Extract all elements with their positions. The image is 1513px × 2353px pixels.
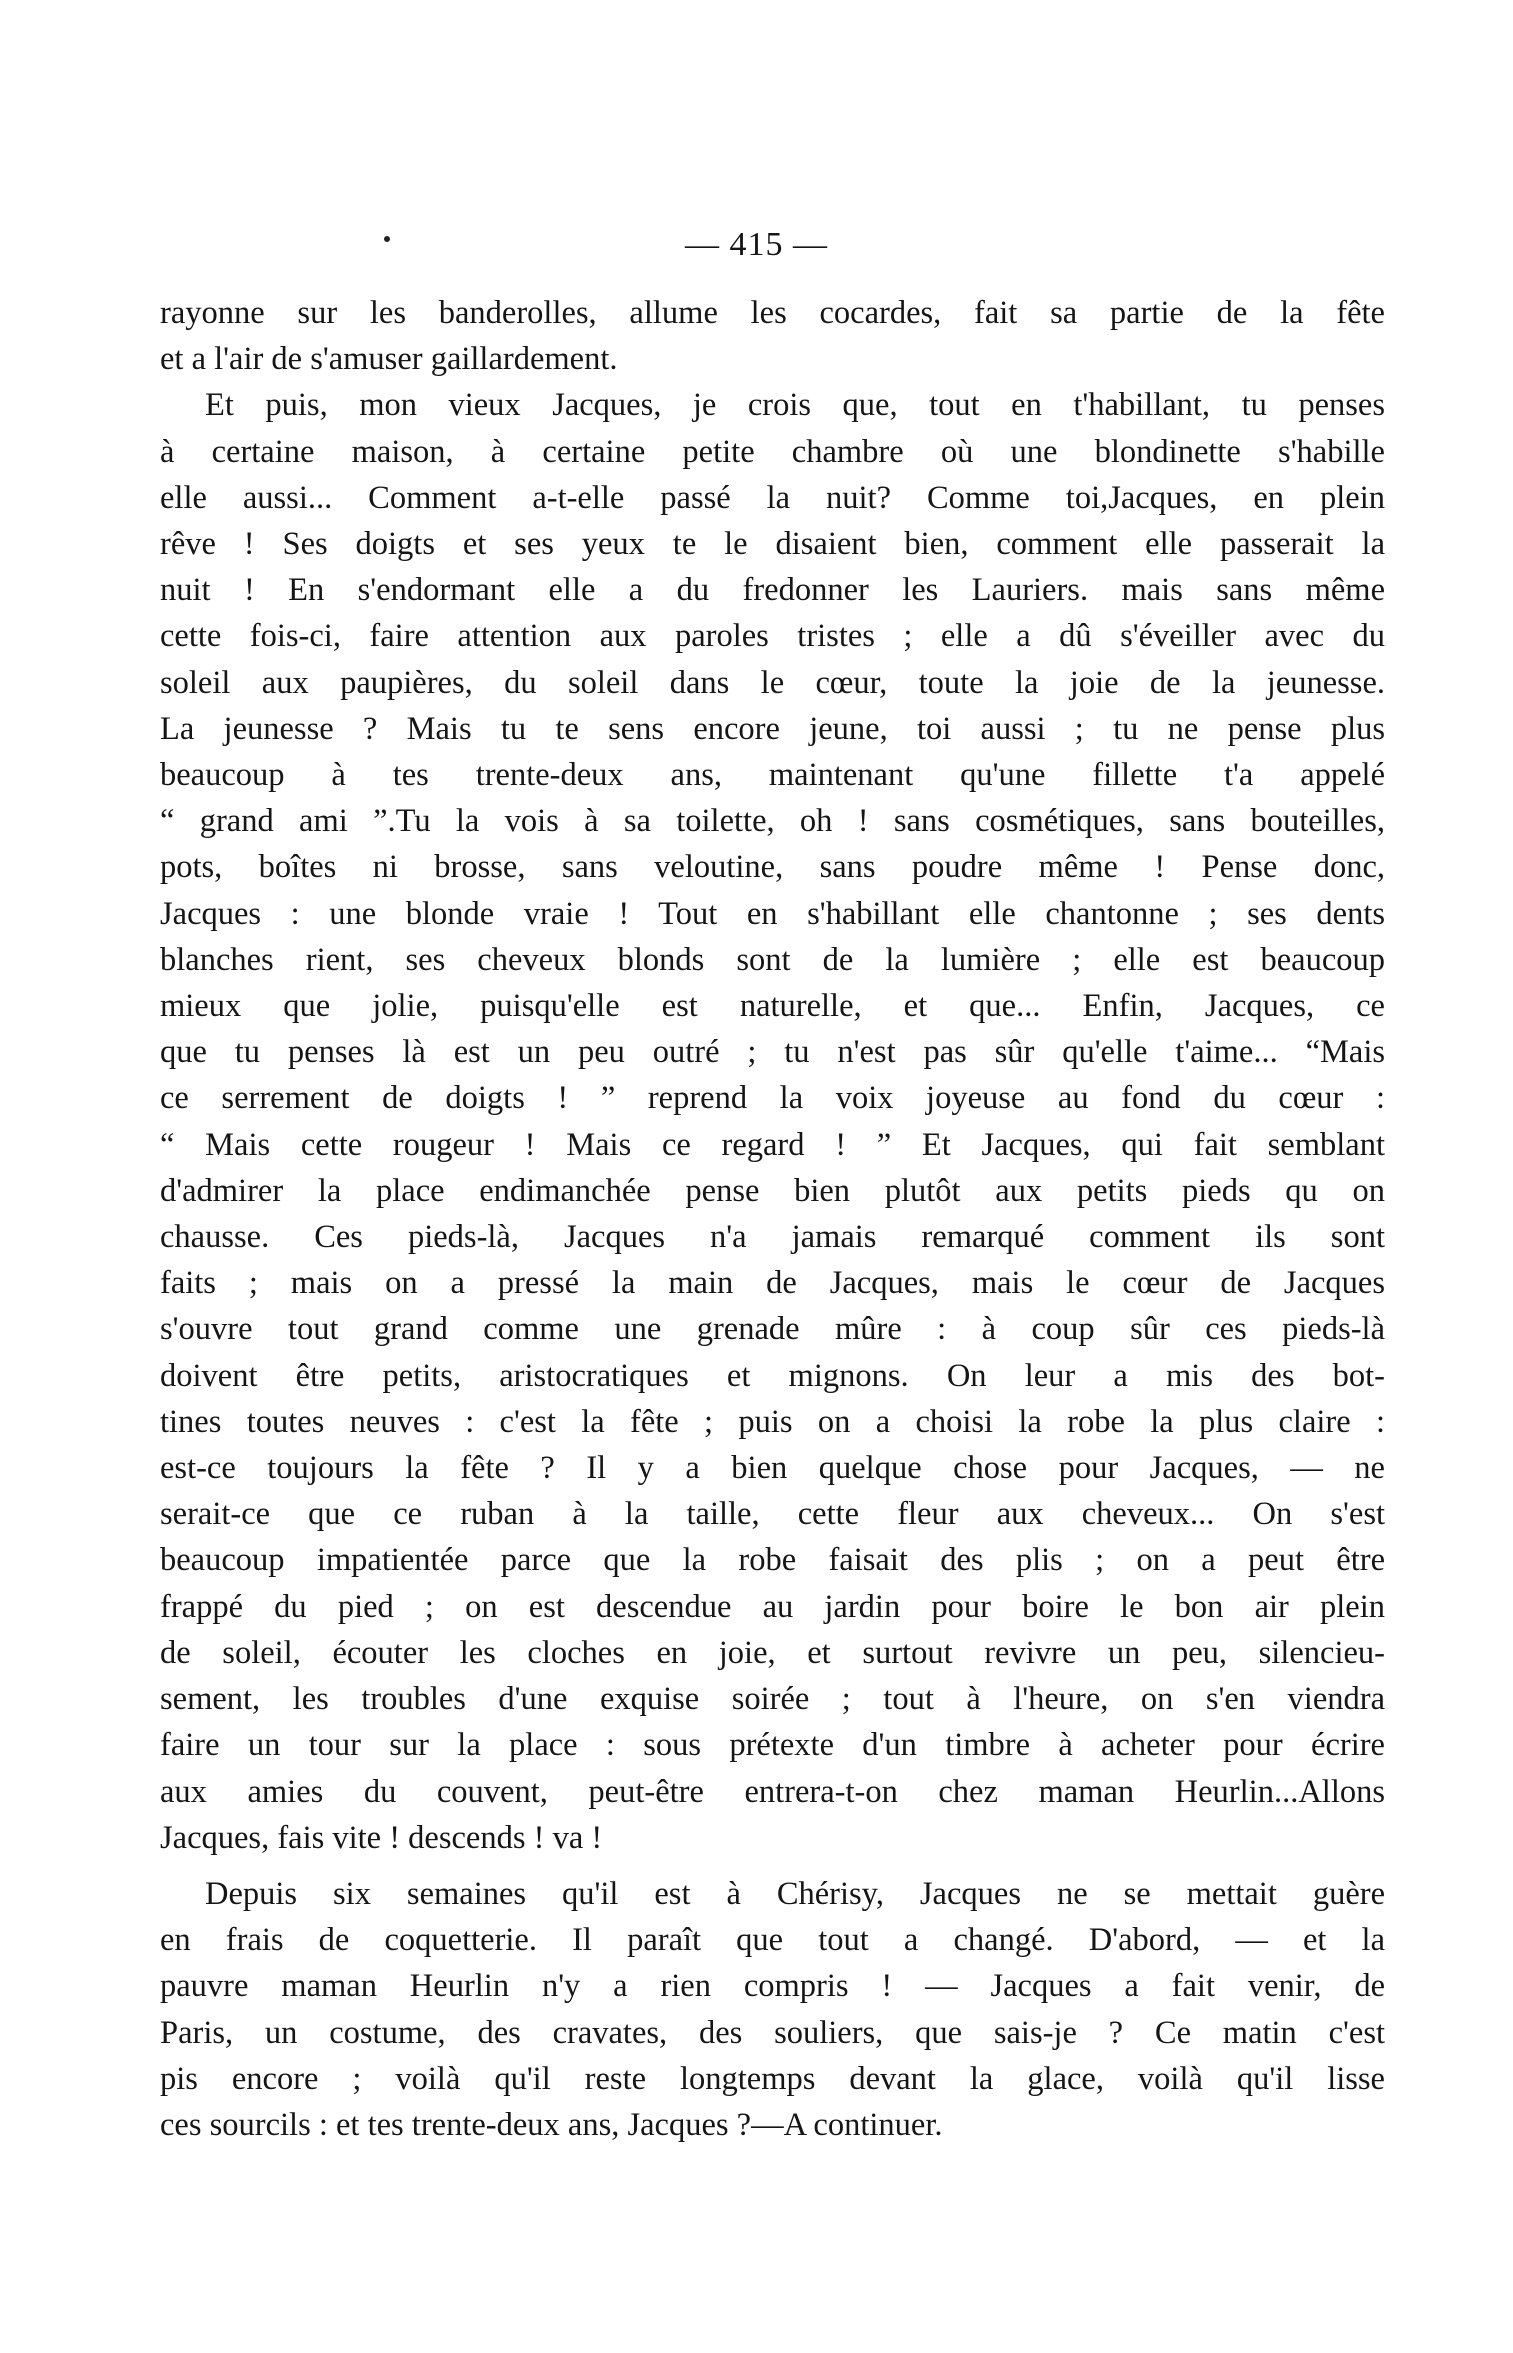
text-line: Depuis six semaines qu'il est à Chérisy, Jacques ne se mettait guère xyxy=(205,1875,1385,1912)
text-line: ce serrement de doigts ! ” reprend la voix joyeuse au fond du cœur : xyxy=(160,1080,1385,1117)
text-line: s'ouvre tout grand comme une grenade mûre : à coup sûr ces pieds-là xyxy=(160,1311,1385,1348)
page-number: — 415 — xyxy=(685,226,828,263)
text-line: serait-ce que ce ruban à la taille, cette fleur aux cheveux... On s'est xyxy=(160,1496,1385,1533)
text-line: “ grand ami ”.Tu la vois à sa toilette, oh ! sans cosmétiques, sans bouteilles, xyxy=(160,803,1385,840)
text-line: “ Mais cette rougeur ! Mais ce regard ! ” Et Jacques, qui fait semblant xyxy=(160,1126,1385,1163)
text-line: à certaine maison, à certaine petite chambre où une blondinette s'habille xyxy=(160,433,1385,470)
text-line: Et puis, mon vieux Jacques, je crois que, tout en t'habillant, tu penses xyxy=(205,387,1385,424)
text-line: faits ; mais on a pressé la main de Jacques, mais le cœur de Jacques xyxy=(160,1265,1385,1302)
text-line: chausse. Ces pieds-là, Jacques n'a jamais remarqué comment ils sont xyxy=(160,1219,1385,1256)
paragraph-1 xyxy=(160,290,1385,382)
text-line: nuit ! En s'endormant elle a du fredonner les Lauriers. mais sans même xyxy=(160,572,1385,609)
text-line: sement, les troubles d'une exquise soirée ; tout à l'heure, on s'en viendra xyxy=(160,1681,1385,1718)
text-line: tines toutes neuves : c'est la fête ; puis on a choisi la robe la plus claire : xyxy=(160,1403,1385,1440)
paragraph-3 xyxy=(160,1871,1385,2148)
text-line: frappé du pied ; on est descendue au jardin pour boire le bon air plein xyxy=(160,1588,1385,1625)
text-line: d'admirer la place endimanchée pense bien plutôt aux petits pieds qu on xyxy=(160,1172,1385,1209)
text-line: La jeunesse ? Mais tu te sens encore jeune, toi aussi ; tu ne pense plus xyxy=(160,710,1385,747)
text-line: mieux que jolie, puisqu'elle est naturelle, et que... Enfin, Jacques, ce xyxy=(160,988,1385,1025)
text-line: Jacques : une blonde vraie ! Tout en s'habillant elle chantonne ; ses dents xyxy=(160,895,1385,932)
text-line: ces sourcils : et tes trente-deux ans, Jacques ?—A continuer. xyxy=(160,2106,943,2143)
text-line: beaucoup impatientée parce que la robe faisait des plis ; on a peut être xyxy=(160,1542,1385,1579)
text-line: faire un tour sur la place : sous prétexte d'un timbre à acheter pour écrire xyxy=(160,1727,1385,1764)
text-line: cette fois-ci, faire attention aux paroles tristes ; elle a dû s'éveiller avec du xyxy=(160,618,1385,655)
text-line: pauvre maman Heurlin n'y a rien compris ! — Jacques a fait venir, de xyxy=(160,1968,1385,2005)
text-line: et a l'air de s'amuser gaillardement. xyxy=(160,341,618,378)
text-line: Jacques, fais vite ! descends ! va ! xyxy=(160,1819,603,1856)
text-line: pots, boîtes ni brosse, sans veloutine, sans poudre même ! Pense donc, xyxy=(160,849,1385,886)
paragraph-2 xyxy=(160,382,1385,1861)
text-line: aux amies du couvent, peut-être entrera-t-on chez maman Heurlin...Allons xyxy=(160,1773,1385,1810)
text-line: beaucoup à tes trente-deux ans, maintenant qu'une fillette t'a appelé xyxy=(160,757,1385,794)
paragraph-spacer xyxy=(160,1861,1385,1871)
text-line: elle aussi... Comment a-t-elle passé la nuit? Comme toi,Jacques, en plein xyxy=(160,479,1385,516)
text-line: blanches rient, ses cheveux blonds sont de la lumière ; elle est beaucoup xyxy=(160,941,1385,978)
text-line: en frais de coquetterie. Il paraît que tout a changé. D'abord, — et la xyxy=(160,1922,1385,1959)
text-line: est-ce toujours la fête ? Il y a bien quelque chose pour Jacques, — ne xyxy=(160,1450,1385,1487)
text-line: rayonne sur les banderolles, allume les cocardes, fait sa partie de la fête xyxy=(160,295,1385,331)
text-line: rêve ! Ses doigts et ses yeux te le disaient bien, comment elle passerait la xyxy=(160,526,1385,563)
body-text xyxy=(160,290,1385,2148)
text-line: doivent être petits, aristocratiques et mignons. On leur a mis des bot- xyxy=(160,1357,1385,1394)
text-line: pis encore ; voilà qu'il reste longtemps devant la glace, voilà qu'il lisse xyxy=(160,2060,1385,2097)
text-line: de soleil, écouter les cloches en joie, et surtout revivre un peu, silencieu- xyxy=(160,1634,1385,1671)
text-line: soleil aux paupières, du soleil dans le cœur, toute la joie de la jeunesse. xyxy=(160,664,1385,701)
text-line: que tu penses là est un peu outré ; tu n'est pas sûr qu'elle t'aime... “Mais xyxy=(160,1034,1385,1071)
text-line: Paris, un costume, des cravates, des souliers, que sais-je ? Ce matin c'est xyxy=(160,2014,1385,2051)
